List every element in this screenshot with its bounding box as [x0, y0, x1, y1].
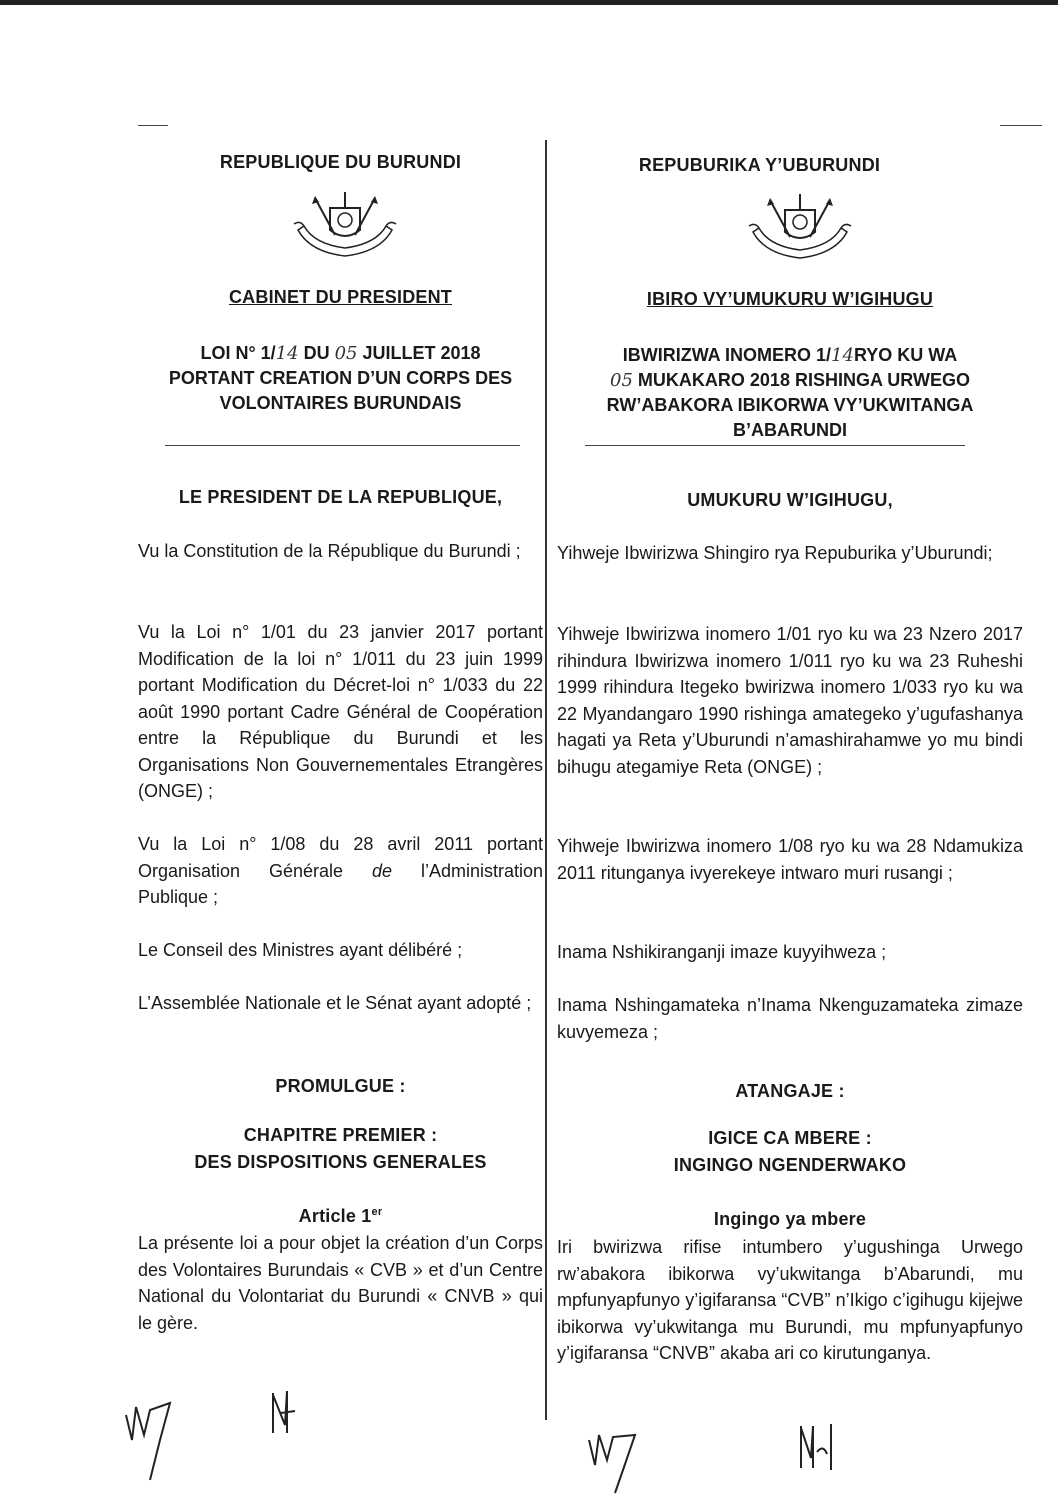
column-divider: [545, 140, 547, 1420]
law-number-prefix-fr: LOI N° 1/: [200, 343, 276, 363]
article-1-text-rn: Iri bwirizwa rifise intumbero y’ugushinga Urwego rw’abakora ibikorwa vy’ukwitanga b’Abarundi, mu mpfunyapfunyo y’igifaransa “CVB” n’Ikigo c’igihugu kijejwe ibikorwa vy’ukwitanga mu Burundi, mu mpfunyapfunyo y’igifaransa “CNVB” akaba ari co kirutunganya.: [557, 1237, 1023, 1363]
chapter-line1-rn: IGICE CA MBERE :: [708, 1128, 872, 1148]
assemblee-senat-rn: Inama Nshingamateka n’Inama Nkenguzamateka zimaze kuvyemeza ;: [557, 995, 1023, 1042]
article-title-text-fr: Article 1: [298, 1206, 372, 1226]
law-day-handwritten-rn: 05: [610, 370, 633, 391]
law-title-fr: [138, 341, 543, 416]
conseil-ministres-fr: Le Conseil des Ministres ayant délibéré ;: [138, 940, 463, 960]
vu-loi-101-fr: Vu la Loi n° 1/01 du 23 janvier 2017 portant Modification de la loi n° 1/011 du 23 juin 1999 portant Modification du Décret-loi n° 1/033 du 22 août 1990 portant Cadre Général de Coopération entre la République du Burundi et les Organisations Non Gouvernementales Etrangères (ONGE) ;: [138, 622, 543, 801]
header-rule-left: [138, 125, 168, 126]
article-title-fr: [138, 1206, 543, 1227]
law-date-connector-fr: DU: [298, 343, 335, 363]
chapter-line1-fr: CHAPITRE PREMIER :: [243, 1125, 438, 1145]
vu-loi-108-fr: [138, 831, 543, 911]
title-separator-right: [585, 445, 965, 446]
signature-initials-right-2: [795, 1418, 840, 1478]
law-title-line2-text-rn: MUKAKARO 2018 RISHINGA URWEGO: [632, 370, 970, 390]
law-title-line3-rn: RW’ABAKORA IBIKORWA VY’UKWITANGA: [606, 395, 974, 415]
law-date-connector-rn: RYO KU WA: [853, 345, 958, 365]
law-day-handwritten-fr: 05: [334, 343, 358, 364]
law-title-line3-fr: VOLONTAIRES BURUNDAIS: [219, 393, 462, 413]
title-separator-left: [165, 445, 520, 446]
vu-loi-108-rn: Yihweje Ibwirizwa inomero 1/08 ryo ku wa 28 Ndamukiza 2011 ritunganya ivyerekeye intwaro muri rusangi ;: [557, 836, 1023, 883]
header-rule-right: [1000, 125, 1042, 126]
conseil-ministres-rn: Inama Nshikiranganji imaze kuyyihweza ;: [557, 942, 887, 962]
cabinet-heading-fr: CABINET DU PRESIDENT: [228, 287, 452, 307]
law-month-year-fr: JUILLET 2018: [357, 343, 481, 363]
president-heading-rn: UMUKURU W’IGIHUGU,: [687, 490, 893, 510]
law-number-handwritten-fr: 14: [275, 343, 299, 364]
office-heading-rn: IBIRO VY’UMUKURU W’IGIHUGU: [646, 289, 934, 309]
law-title-line2-fr: PORTANT CREATION D’UN CORPS DES: [168, 368, 513, 388]
promulgue-heading-rn: ATANGAJE :: [735, 1081, 845, 1101]
law-number-handwritten-rn: 14: [831, 345, 854, 366]
article-title-rn: Ingingo ya mbere: [713, 1209, 867, 1229]
vu-loi-108-italic-fr: de: [371, 860, 393, 881]
law-title-line2-rn: [557, 368, 1023, 393]
signature-initials-left-1: [120, 1385, 190, 1485]
president-heading-fr: LE PRESIDENT DE LA REPUBLIQUE,: [178, 487, 503, 507]
country-name-rn: REPUBURIKA Y’UBURUNDI: [638, 155, 881, 175]
page-top-border: [0, 0, 1058, 5]
assemblee-senat-fr: L’Assemblée Nationale et le Sénat ayant adopté ;: [138, 993, 532, 1013]
coat-of-arms-emblem: [290, 190, 400, 264]
law-title-line4-rn: B’ABARUNDI: [733, 420, 847, 440]
coat-of-arms-emblem-rn: [745, 192, 855, 266]
country-name-fr: REPUBLIQUE DU BURUNDI: [219, 152, 462, 172]
vu-loi-101-rn: Yihweje Ibwirizwa inomero 1/01 ryo ku wa 23 Nzero 2017 rihindura Ibwirizwa inomero 1/011 ryo ku wa 23 Ruheshi 1999 rihindura Itegeko bwirizwa inomero 1/033 ryo ku wa 22 Myandangaro 1990 rishinga amategeko y’ugufashanya hagati ya Reta y’Uburundi n’amashirahamwe yo mu bindi bihugu ategamiye Reta (ONGE) ;: [557, 624, 1023, 777]
chapter-line2-rn: INGINGO NGENDERWAKO: [673, 1155, 907, 1175]
vu-constitution-fr: Vu la Constitution de la République du Burundi ;: [138, 541, 521, 561]
law-title-rn: [557, 343, 1023, 443]
law-title-line1-fr: [138, 341, 543, 366]
law-title-line1-rn: [557, 343, 1023, 368]
signature-initials-left-2: [265, 1383, 305, 1443]
article-1-text-fr: La présente loi a pour objet la création d’un Corps des Volontaires Burundais « CVB » et d’un Centre National du Volontariat du Burundi « CNVB » qui le gère.: [138, 1233, 543, 1333]
chapter-line2-fr: DES DISPOSITIONS GENERALES: [194, 1152, 487, 1172]
promulgue-heading-fr: PROMULGUE :: [275, 1076, 406, 1096]
signature-initials-right-1: [585, 1425, 655, 1495]
vu-constitution-rn: Yihweje Ibwirizwa Shingiro rya Repuburika y’Uburundi;: [557, 543, 993, 563]
vu-loi-108-text-a-fr: Vu la Loi n° 1/08 du 28 avril 2011 portant Organisation Générale: [138, 834, 543, 881]
vu-loi-108-text-b-fr: l’Administration Publique ;: [138, 860, 543, 907]
law-number-prefix-rn: IBWIRIZWA INOMERO 1/: [622, 345, 832, 365]
article-title-superscript-fr: er: [371, 1206, 383, 1218]
